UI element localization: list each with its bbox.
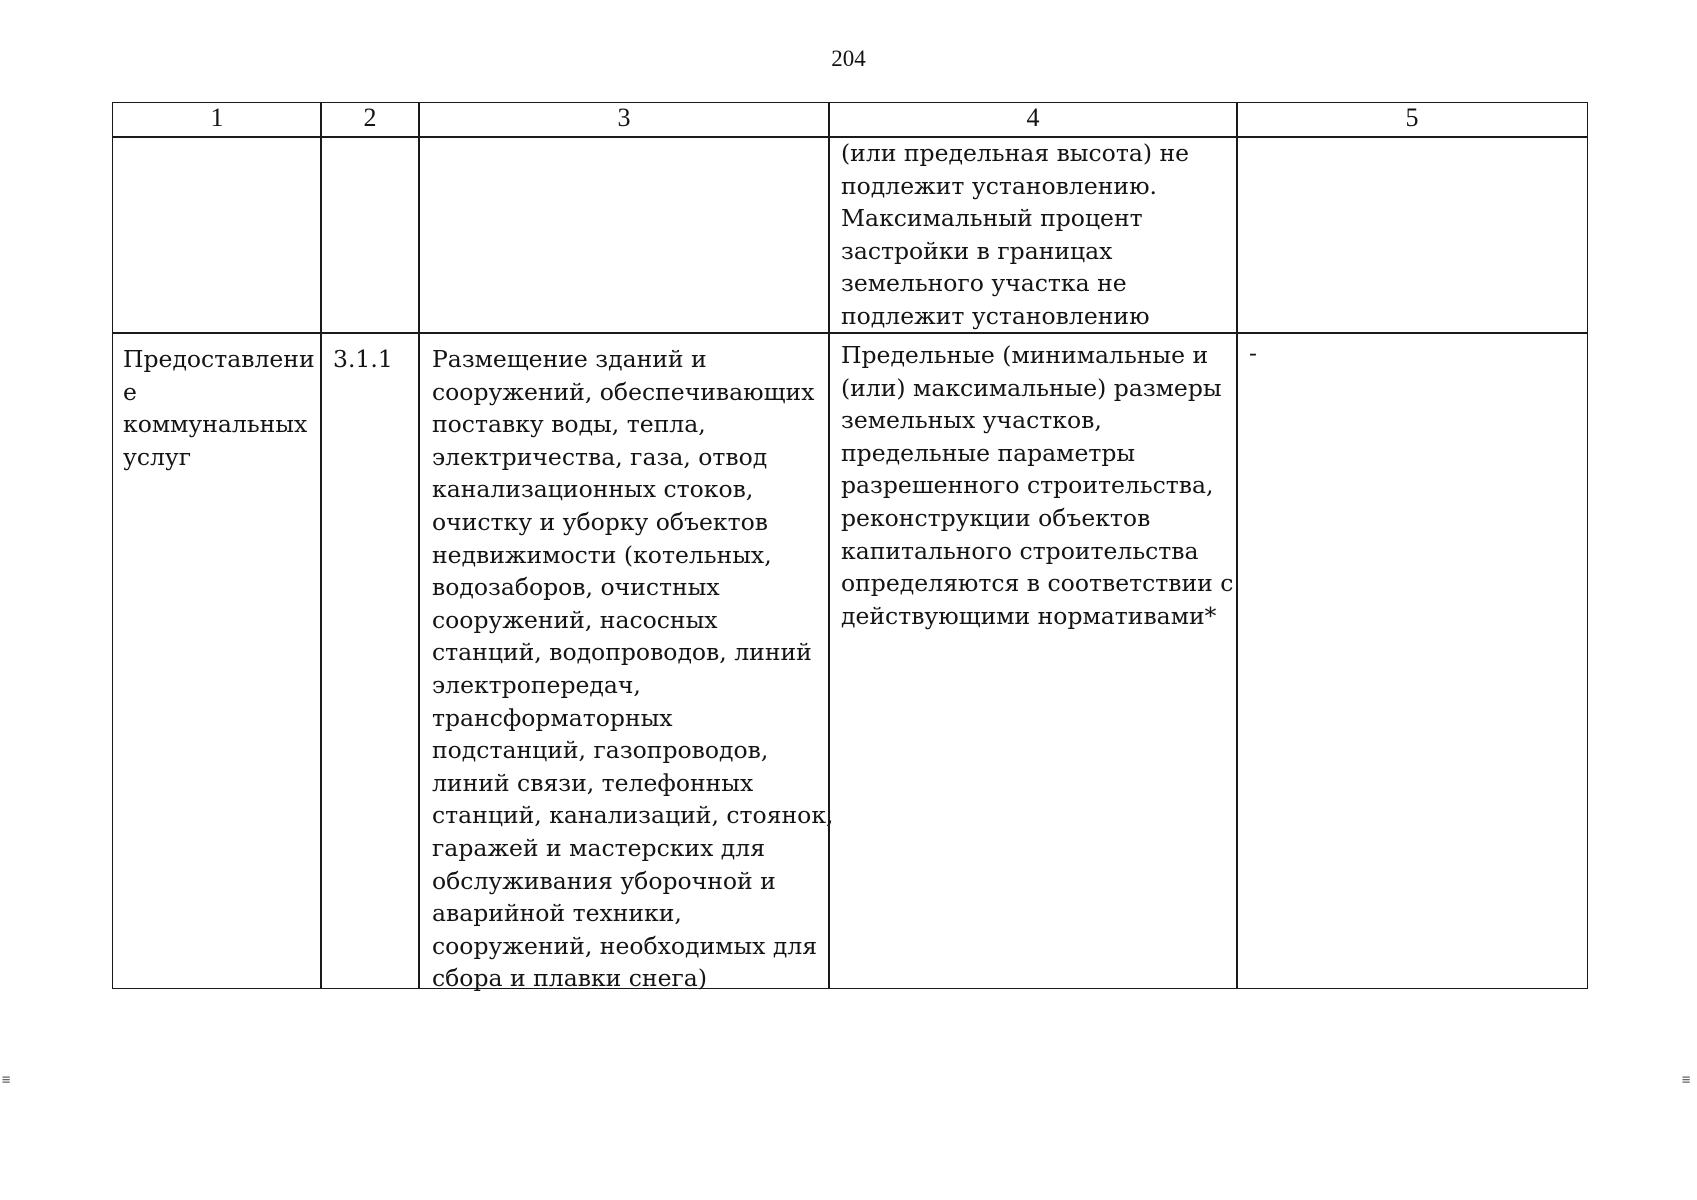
- page-number: 204: [831, 46, 866, 71]
- zoning-table: [112, 102, 1588, 993]
- row1-col4-line: подлежит установлению: [841, 301, 1150, 330]
- row2-col3-line: сооружений, необходимых для: [432, 931, 818, 960]
- row2-col4-line: действующими нормативами*: [841, 601, 1217, 630]
- row2-col3-line: сооружений, обеспечивающих: [432, 377, 815, 406]
- row1-col5: [1236, 136, 1588, 334]
- row2-col3-line: аварийной техники,: [432, 899, 682, 928]
- row2-col5-restrictions: -: [1236, 332, 1588, 989]
- row1-col2: [320, 136, 420, 334]
- row2-col3-line: очистку и уборку объектов: [432, 507, 768, 536]
- scan-margin-mark-right: ≡: [1682, 1072, 1691, 1088]
- row2-col3-line: электричества, газа, отвод: [432, 442, 768, 471]
- row2-col4-line: земельных участков,: [841, 406, 1102, 435]
- row2-col3-line: станций, канализаций, стоянок,: [432, 801, 834, 830]
- header-cell-5: 5: [1236, 102, 1588, 138]
- row1-col1: [112, 136, 322, 334]
- row2-col1-line: услуг: [123, 442, 192, 471]
- row2-col3-line: подстанций, газопроводов,: [432, 736, 769, 765]
- row2-col3-line: электропередач,: [432, 670, 641, 699]
- row1-col4-line: подлежит установлению.: [841, 171, 1157, 200]
- row2-col4-line: определяются в соответствии с: [841, 569, 1234, 598]
- header-cell-4: 4: [828, 102, 1238, 138]
- row1-col4: [828, 136, 1238, 334]
- row2-col3-line: водозаборов, очистных: [432, 573, 720, 602]
- row2-col4-line: капитального строительства: [841, 536, 1199, 565]
- row2-col1-line: Предоставлени: [123, 345, 315, 373]
- row2-col3-line: сооружений, насосных: [432, 605, 718, 634]
- row2-col3-line: линий связи, телефонных: [432, 768, 754, 797]
- row1-col4-line: Максимальный процент: [841, 204, 1143, 233]
- row2-col3-line: недвижимости (котельных,: [432, 540, 772, 569]
- scan-margin-mark-left: ≡: [2, 1072, 11, 1088]
- row2-col3-line: поставку воды, тепла,: [432, 410, 706, 439]
- row2-col1-land-use-name: [112, 332, 322, 989]
- row1-col4-line: застройки в границах: [841, 236, 1113, 265]
- row2-col3-line: канализационных стоков,: [432, 475, 754, 504]
- row2-col4-line: реконструкции объектов: [841, 503, 1151, 532]
- row2-col1-line: е: [123, 377, 137, 406]
- row2-col4-line: (или) максимальные) размеры: [841, 373, 1222, 402]
- row2-col3-line: сбора и плавки снега): [432, 964, 707, 993]
- row2-col4-line: разрешенного строительства,: [841, 471, 1214, 500]
- header-cell-3: 3: [418, 102, 830, 138]
- row2-col2-code: 3.1.1: [320, 332, 420, 989]
- header-cell-2: 2: [320, 102, 420, 138]
- row2-col3-line: станций, водопроводов, линий: [432, 638, 812, 667]
- row2-col4-line: Предельные (минимальные и: [841, 341, 1209, 369]
- row1-col4-line: (или предельная высота) не: [841, 139, 1190, 167]
- row2-col3-line: трансформаторных: [432, 703, 673, 732]
- row1-col4-line: земельного участка не: [841, 269, 1127, 298]
- row2-col3-line: гаражей и мастерских для: [432, 833, 766, 862]
- row2-col1-line: коммунальных: [123, 410, 308, 439]
- row2-col4-parameters: [828, 332, 1238, 989]
- row2-col4-line: предельные параметры: [841, 438, 1136, 467]
- row2-col3-line: Размещение зданий и: [432, 345, 707, 373]
- row2-col3-line: обслуживания уборочной и: [432, 866, 776, 895]
- row2-col3-description: [418, 332, 834, 993]
- row1-col3: [418, 136, 830, 334]
- header-cell-1: 1: [112, 102, 322, 138]
